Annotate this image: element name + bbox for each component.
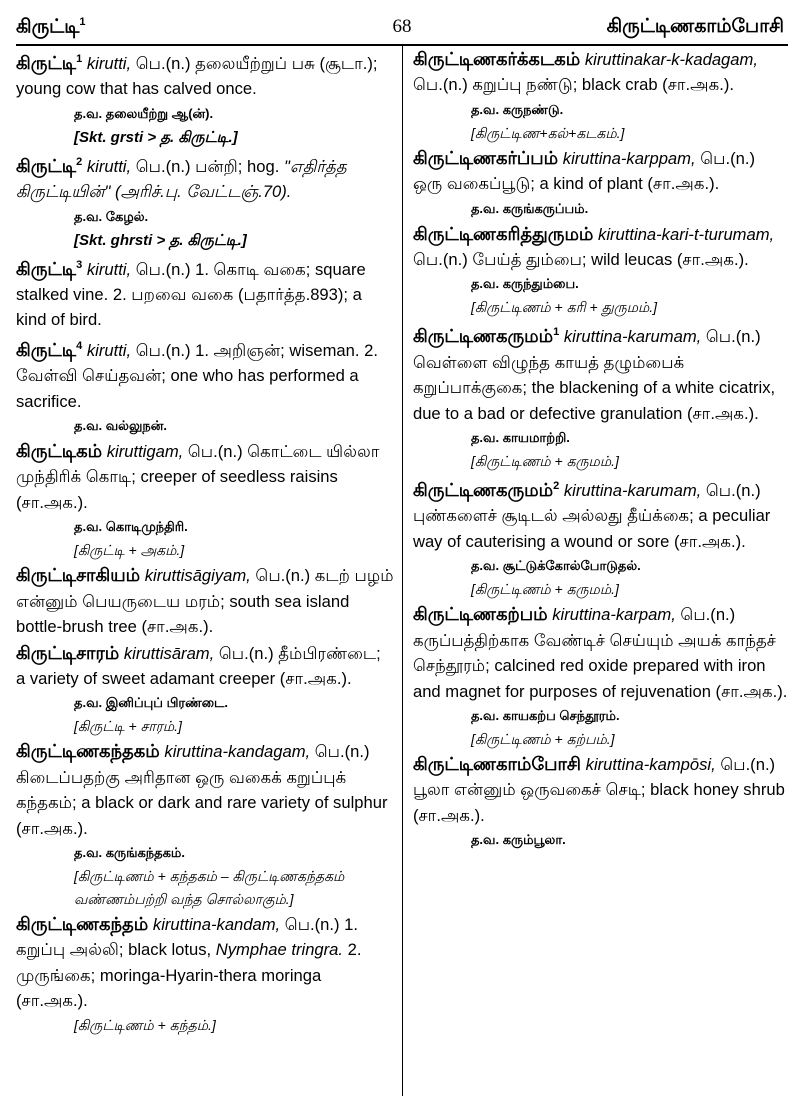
dictionary-entry xyxy=(413,752,788,828)
entry-headword: கிருட்டிணகாம்போசி xyxy=(412,753,582,774)
entry-transliteration: kirutti, xyxy=(86,54,132,73)
entry-definition: பெ.(n.) பேய்த் தும்பை; wild leucas (சா.அக.). xyxy=(412,250,749,270)
header-left-word: கிருட்டி$^1$ xyxy=(16,16,86,38)
entry-equivalent: த.வ. தலையீற்று ஆ(ன்). xyxy=(74,105,214,121)
entry-etymology: [கிருட்டிணம் + கருமம்.] xyxy=(470,581,619,598)
entry-etymology: [Skt. grsti > த. கிருட்டி.] xyxy=(74,128,238,146)
entry-definition: பெ.(n.) தலையீற்றுப் பசு (சூடா.); young cow that has calved once. xyxy=(16,54,378,99)
entry-transliteration: kiruttina-kari-t-turumam, xyxy=(598,224,775,244)
dictionary-entry xyxy=(16,47,394,102)
dictionary-entry xyxy=(413,602,788,704)
entry-definition: பெ.(n.) 1. கொடி வகை; square stalked vine. 2. பறவை வகை (பதார்த்த.893); a kind of bird. xyxy=(16,259,366,330)
entry-definition: பெ.(n.) பன்றி; hog. xyxy=(131,156,284,176)
entry-headword: கிருட்டிணகருமம்$^2$ xyxy=(412,480,560,501)
entry-transliteration: kirutti, xyxy=(86,259,132,279)
entry-headword: கிருட்டி$^3$ xyxy=(16,258,83,279)
entry-etymology: [கிருட்டிணம் + கரி + துருமம்.] xyxy=(470,299,658,316)
entry-headword: கிருட்டி$^1$ xyxy=(16,53,83,73)
entry-headword: கிருட்டிணகர்ப்பம் xyxy=(412,147,559,168)
dictionary-entry xyxy=(413,474,788,554)
left-column xyxy=(16,46,402,1096)
entry-definition-cont: 2. முருங்கை; moringa-Hyarin-thera moringa (சா.அக.). xyxy=(16,940,362,1011)
entry-equivalent: த.வ. இனிப்புப் பிரண்டை. xyxy=(74,695,228,711)
entry-transliteration: kirutti, xyxy=(86,340,132,360)
dictionary-entry xyxy=(16,739,394,841)
entry-definition: பெ.(n.) 1. கறுப்பு அல்லி; black lotus, xyxy=(16,914,358,960)
entry-etymology: [கிருட்டிணம் + கந்தம்.] xyxy=(74,1016,216,1033)
entry-botanical-name: Nymphae tringra. xyxy=(215,940,344,960)
entry-equivalent: த.வ. காயகற்ப செந்தூரம். xyxy=(470,707,620,723)
entry-sense-number: 3 xyxy=(76,258,83,271)
dictionary-entry xyxy=(413,146,788,197)
entry-transliteration: kirutti, xyxy=(86,156,132,176)
dictionary-entry xyxy=(16,912,394,1014)
entry-definition: பெ.(n.) தீம்பிரண்டை; a variety of sweet adamant creeper (சா.அக.). xyxy=(16,643,381,688)
entry-citation: "எதிர்த்த கிருட்டியின்" (அரிச்.பு. வேட்டஞ்.70). xyxy=(16,156,347,202)
entry-etymology: [கிருட்டிண+கல்+கடகம்.] xyxy=(470,124,625,141)
entry-definition: பெ.(n.) கறுப்பு நண்டு; black crab (சா.அக.). xyxy=(412,75,734,95)
entry-headword: கிருட்டிசாரம் xyxy=(16,642,120,663)
entry-transliteration: kiruttigam, xyxy=(106,442,184,462)
dictionary-entry xyxy=(16,334,394,414)
entry-equivalent: த.வ. வல்லுநன். xyxy=(74,418,167,434)
entry-equivalent: த.வ. கருந்தும்பை. xyxy=(470,276,579,292)
entry-definition: பெ.(n.) புண்களைச் சூடிடல் அல்லது தீய்க்கை; a peculiar way of cauterising a wound or sore (சா.அக.). xyxy=(412,481,771,551)
entry-headword: கிருட்டிணகரித்துருமம் xyxy=(412,223,594,244)
page-number: 68 xyxy=(392,16,412,37)
entry-transliteration: kiruttina-karumam, xyxy=(563,481,702,501)
entry-equivalent: த.வ. கரும்பூலா. xyxy=(470,832,566,848)
header-right-word: கிருட்டிணகாம்போசி xyxy=(606,16,784,37)
entry-definition: பெ.(n.) 1. அறிஞன்; wiseman. 2. வேள்வி செய்தவன்; one who has performed a sacrifice. xyxy=(16,340,378,411)
entry-headword: கிருட்டிணகற்பம் xyxy=(412,604,548,625)
dictionary-entry xyxy=(16,439,394,515)
entry-etymology: [கிருட்டிணம் + கற்பம்.] xyxy=(470,730,615,747)
entry-sense-number: 4 xyxy=(76,339,83,352)
dictionary-entry xyxy=(16,563,394,639)
entry-transliteration: kiruttina-kandagam, xyxy=(164,742,311,762)
entry-headword: கிருட்டிகம் xyxy=(16,441,103,462)
entry-headword: கிருட்டி$^2$ xyxy=(16,155,83,176)
entry-equivalent: த.வ. கருங்கந்தகம். xyxy=(74,844,186,860)
entry-transliteration: kiruttina-kandam, xyxy=(152,914,281,934)
entry-etymology: [கிருட்டி + சாரம்.] xyxy=(74,718,182,735)
entry-transliteration: kiruttisāram, xyxy=(123,643,215,663)
entry-equivalent: த.வ. கேழல். xyxy=(74,208,149,224)
entry-definition: பெ.(n.) ஒரு வகைப்பூடு; a kind of plant (சா.அக.). xyxy=(412,148,755,194)
entry-headword: கிருட்டிணகந்தகம் xyxy=(16,741,160,762)
dictionary-entry xyxy=(413,222,788,273)
entry-etymology: [கிருட்டிணம் + கந்தகம் – கிருட்டிணகந்தகம் வண்ணம்பற்றி வந்த சொல்லாகும்.] xyxy=(74,867,345,907)
entry-definition: பெ.(n.) வெள்ளை விழுந்த காயத் தழும்பைக் கறுப்பாக்குகை; the blackening of a white cicatrix, due to a bad or defective granulation (சா.அக.). xyxy=(412,327,776,423)
entry-sense-number: 1 xyxy=(76,53,83,65)
entry-equivalent: த.வ. கருங்கருப்பம். xyxy=(470,200,589,216)
dictionary-entry xyxy=(413,320,788,426)
entry-transliteration: kiruttisāgiyam, xyxy=(144,566,251,586)
entry-headword: கிருட்டி$^4$ xyxy=(16,339,83,360)
page-header xyxy=(16,14,788,46)
entry-headword: கிருட்டிணகருமம்$^1$ xyxy=(412,326,560,347)
entry-definition: பெ.(n.) கடற் பழம் என்னும் பெயருடைய மரம்; south sea island bottle-brush tree (சா.அக.). xyxy=(16,566,394,637)
entry-transliteration: kiruttina-karumam, xyxy=(563,327,702,347)
entry-headword: கிருட்டிணகந்தம் xyxy=(16,913,149,934)
entry-etymology: [கிருட்டி + அகம்.] xyxy=(74,542,185,559)
entry-equivalent: த.வ. சூட்டுக்கோல்போடுதல். xyxy=(470,558,641,574)
entry-definition: பெ.(n.) கிடைப்பதற்கு அரிதான ஒரு வகைக் கறுப்புக் கந்தகம்; a black or dark and rare variety of sulphur (சா.அக.). xyxy=(16,742,388,838)
entry-sense-number: 2 xyxy=(553,480,560,493)
entry-definition: பெ.(n.) பூலா என்னும் ஒருவகைச் செடி; black honey shrub (சா.அக.). xyxy=(412,754,785,825)
entry-headword: கிருட்டிணகர்க்கடகம் xyxy=(412,49,581,69)
entry-equivalent: த.வ. கொடிமுந்திரி. xyxy=(74,519,188,535)
entry-sense-number: 1 xyxy=(553,326,560,339)
entry-equivalent: த.வ. கருநண்டு. xyxy=(470,101,564,117)
entry-sense-number: 2 xyxy=(76,155,83,168)
entry-transliteration: kiruttina-karppam, xyxy=(562,148,696,168)
right-column xyxy=(402,46,788,1096)
entry-transliteration: kiruttinakar-k-kadagam, xyxy=(584,50,758,69)
dictionary-entry xyxy=(413,47,788,98)
entry-definition: பெ.(n.) கருப்பத்திற்காக வேண்டிச் செய்யும் அயக் காந்தச் செந்தூரம்; calcined red oxide prepared with iron and magnet for purposes of rejuvenation (சா.அக.). xyxy=(412,605,788,701)
dictionary-entry xyxy=(16,253,394,333)
entry-transliteration: kiruttina-kampōsi, xyxy=(585,754,716,774)
entry-definition: பெ.(n.) கொட்டை யில்லா முந்திரிக் கொடி; creeper of seedless raisins (சா.அக.). xyxy=(16,442,380,512)
dictionary-entry xyxy=(16,150,394,205)
entry-equivalent: த.வ. காயமாற்றி. xyxy=(470,430,570,446)
dictionary-entry xyxy=(16,641,394,692)
entry-headword: கிருட்டிசாகியம் xyxy=(16,565,141,586)
columns xyxy=(16,46,788,1096)
entry-transliteration: kiruttina-karpam, xyxy=(552,605,676,625)
entry-etymology: [கிருட்டிணம் + கருமம்.] xyxy=(470,453,619,470)
entry-etymology: [Skt. ghrsti > த. கிருட்டி.] xyxy=(74,231,247,249)
